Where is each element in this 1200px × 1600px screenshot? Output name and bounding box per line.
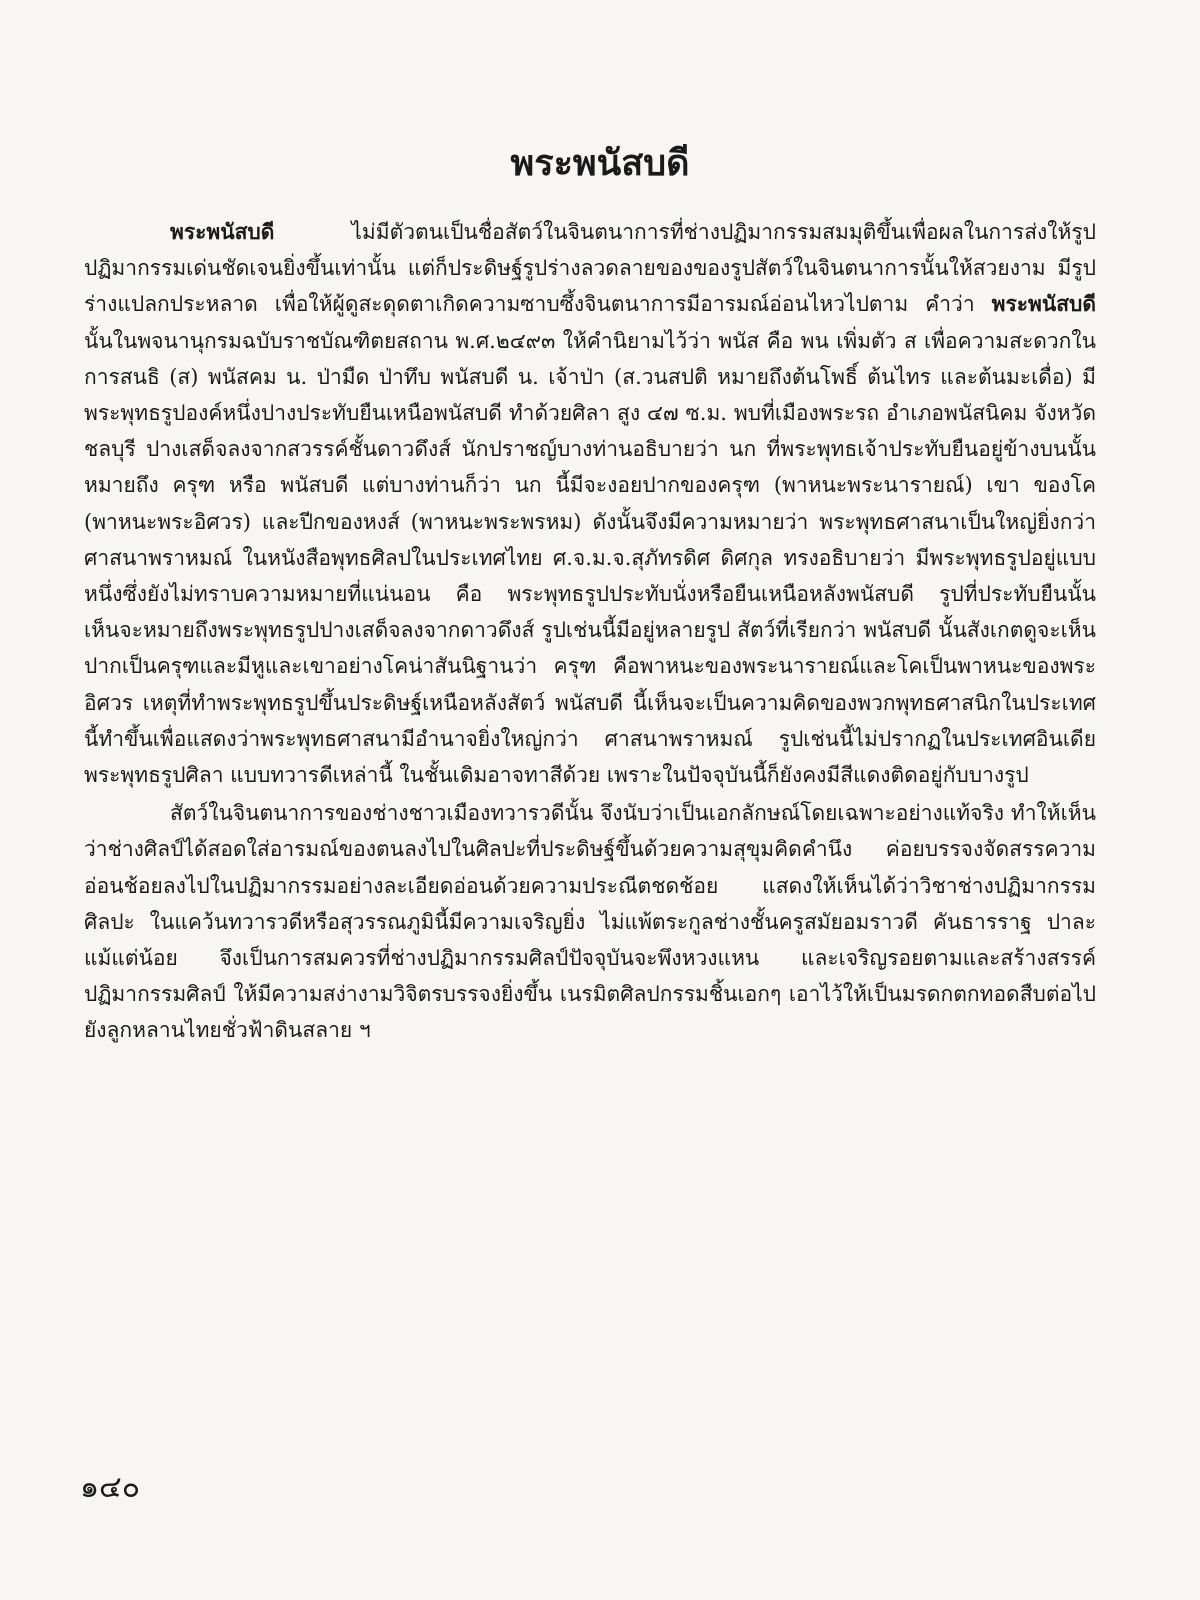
- paragraph-1-text-a: ไม่มีตัวตนเป็นชื่อสัตว์ในจินตนาการที่ช่างปฏิมากรรมสมมุติขึ้นเพื่อผลในการส่งให้รูปปฏิมากรรมเด่นชัดเจนยิ่งขึ้นเท่านั้น แต่ก็ประดิษฐ์รูปร่างลวดลายของของรูปสัตว์ในจินตนาการนั้นให้สวยงาม มีรูปร่างแปลกประหลาด เพื่อให้ผู้ดูสะดุดตาเกิดความซาบซึ้งจินตนาการมีอารมณ์อ่อนไหวไปตาม คำว่า: [84, 220, 1096, 317]
- page-title: พระพนัสบดี: [510, 142, 690, 184]
- paragraph-2: สัตว์ในจินตนาการของช่างชาวเมืองทวารวดีนั้น จึงนับว่าเป็นเอกลักษณ์โดยเฉพาะอย่างแท้จริง ทำให้เห็นว่าช่างศิลป์ได้สอดใส่อารมณ์ของตนลงไปในศิลปะที่ประดิษฐ์ขึ้นด้วยความสุขุมคิดคำนึง ค่อยบรรจงจัดสรรความอ่อนช้อยลงไปในปฏิมากรรมอย่างละเอียดอ่อนด้วยความประณีตชดช้อย แสดงให้เห็นได้ว่าวิชาช่างปฏิมากรรมศิลปะ ในแคว้นทวารวดีหรือสุวรรณภูมินี้มีความเจริญยิ่ง ไม่แพ้ตระกูลช่างชั้นครูสมัยอมราวดี คันธารราฐ ปาละ แม้แต่น้อย จึงเป็นการสมควรที่ช่างปฏิมากรรมศิลป์ปัจจุบันจะพึงหวงแหน และเจริญรอยตามและสร้างสรรค์ปฏิมากรรมศิลป์ ให้มีความสง่างามวิจิตรบรรจงยิ่งขึ้น เนรมิตศิลปกรรมชิ้นเอกๆ เอาไว้ให้เป็นมรดกตกทอดสืบต่อไปยังลูกหลานไทยชั่วฟ้าดินสลาย ฯ: [84, 801, 1096, 1043]
- page-number: ๑๔๐: [80, 1470, 141, 1505]
- paragraph-1-text-b: นั้นในพจนานุกรมฉบับราชบัณฑิตยสถาน พ.ศ.๒๔๙๓ ให้คำนิยามไว้ว่า พนัส คือ พน เพิ่มตัว ส เพื่อความสะดวกในการสนธิ (ส) พนัสคม น. ป่ามืด ป่าทึบ พนัสบดี น. เจ้าป่า (ส.วนสปติ หมายถึงต้นโพธิ์ ต้นไทร และต้นมะเดื่อ) มีพระพุทธรูปองค์หนึ่งปางประทับยืนเหนือพนัสบดี ทำด้วยศิลา สูง ๔๗ ซ.ม. พบที่เมืองพระรถ อำเภอพนัสนิคม จังหวัดชลบุรี ปางเสด็จลงจากสวรรค์ชั้นดาวดึงส์ นักปราชญ์บางท่านอธิบายว่า นก ที่พระพุทธเจ้าประทับยืนอยู่ข้างบนนั้น หมายถึง ครุฑ หรือ พนัสบดี แต่บางท่านก็ว่า นก นี้มีจะงอยปากของครุฑ (พาหนะพระนารายณ์) เขา ของโค (พาหนะพระอิศวร) และปีกของหงส์ (พาหนะพระพรหม) ดังนั้นจึงมีความหมายว่า พระพุทธศาสนาเป็นใหญ่ยิ่งกว่าศาสนาพราหมณ์ ในหนังสือพุทธศิลปในประเทศไทย ศ.จ.ม.จ.สุภัทรดิศ ดิศกุล ทรงอธิบายว่า มีพระพุทธรูปอยู่แบบหนึ่งซึ่งยังไม่ทราบความหมายที่แน่นอน คือ พระพุทธรูปประทับนั่งหรือยืนเหนือหลังพนัสบดี รูปที่ประทับยืนนั้นเห็นจะหมายถึงพระพุทธรูปปางเสด็จลงจากดาวดึงส์ รูปเช่นนี้มีอยู่หลายรูป สัตว์ที่เรียกว่า พนัสบดี นั้นสังเกตดูจะเห็นปากเป็นครุฑและมีหูและเขาอย่างโคน่าสันนิฐานว่า ครุฑ คือพาหนะของพระนารายณ์และโคเป็นพาหนะของพระอิศวร เหตุที่ทำพระพุทธรูปขึ้นประดิษฐ์เหนือหลังสัตว์ พนัสบดี นี้เห็นจะเป็นความคิดของพวกพุทธศาสนิกในประเทศนี้ทำขึ้นเพื่อแสดงว่าพระพุทธศาสนามีอำนาจยิ่งใหญ่กว่า ศาสนาพราหมณ์ รูปเช่นนี้ไม่ปรากฏในประเทศอินเดีย พระพุทธรูปศิลา แบบทวารดีเหล่านี้ ในชั้นเดิมอาจทาสีด้วย เพราะในปัจจุบันนี้ก็ยังคงมีสีแดงติดอยู่กับบางรูป: [84, 328, 1096, 788]
- term-bold-mid: พระพนัสบดี: [991, 291, 1096, 317]
- paragraph-1: [84, 214, 1096, 793]
- term-bold-lead: พระพนัสบดี: [170, 219, 275, 244]
- body-text: [84, 214, 1096, 1049]
